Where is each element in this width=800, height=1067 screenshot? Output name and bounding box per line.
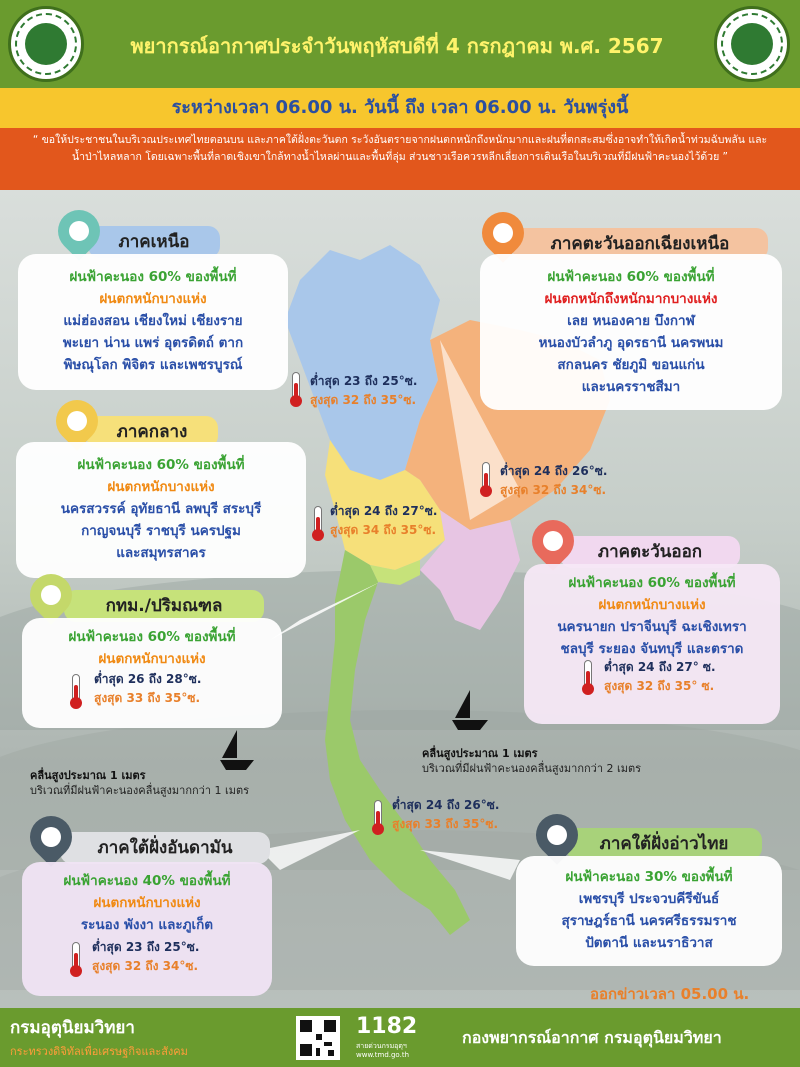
- warning-text: “ ขอให้ประชาชนในบริเวณประเทศไทยตอนบน และภาคใต้ฝั่งตะวันตก ระวังอันตรายจากฝนตกหนักถึงหนักมากและฝนที่ตกสะสมซึ่งอาจทำให้เกิดน้ำท่วมฉับพลัน และน้ำป่าไหลหลาก โดยเฉพาะพื้นที่ลาดเชิงเขาใกล้ทางน้ำไหลผ่านและพื้นที่ลุ่ม ส่วนชาวเรือควรหลีกเลี่ยงการเดินเรือในบริเวณที่มีฝนฟ้าคะนองไว้ด้วย ”: [0, 128, 800, 190]
- card-south-west: [22, 862, 272, 996]
- tab-north: ภาคเหนือ: [88, 226, 220, 258]
- north-rain: ฝนฟ้าคะนอง 60% ของพื้นที่: [69, 269, 237, 285]
- tmd-logo: [714, 6, 790, 82]
- north-prov-3: พิษณุโลก พิจิตร และเพชรบูรณ์: [63, 357, 243, 373]
- northeast-prov-4: และนครราชสีมา: [581, 379, 681, 395]
- central-prov-1: นครสวรรค์ อุทัยธานี ลพบุรี สระบุรี: [60, 501, 262, 517]
- footer-bar: [0, 1008, 800, 1067]
- wave-gulf: คลื่นสูงประมาณ 1 เมตร บริเวณที่มีฝนฟ้าคะนองคลื่นสูงมากกว่า 2 เมตร: [422, 747, 642, 775]
- north-temp: ต่ำสุด 23 ถึง 25°ซ. สูงสุด 32 ถึง 35°ซ.: [310, 374, 418, 407]
- south-east-prov-3: ปัตตานี และนราธิวาส: [585, 935, 713, 951]
- thermometer-icon: [482, 462, 490, 492]
- boat-icon-andaman: [220, 730, 254, 770]
- north-prov-1: แม่ฮ่องสอน เชียงใหม่ เชียงราย: [63, 313, 243, 329]
- map-area: [0, 190, 800, 1008]
- south-west-heavy: ฝนตกหนักบางแห่ง: [93, 895, 201, 911]
- card-bangkok: [22, 618, 282, 728]
- central-temp: ต่ำสุด 24 ถึง 27°ซ. สูงสุด 34 ถึง 35°ซ.: [330, 504, 438, 537]
- central-rain: ฝนฟ้าคะนอง 60% ของพื้นที่: [77, 457, 245, 473]
- tab-northeast: ภาคตะวันออกเฉียงเหนือ: [512, 228, 768, 260]
- tab-south-west: ภาคใต้ฝั่งอันดามัน: [60, 832, 270, 864]
- tab-central: ภาคกลาง: [86, 416, 218, 448]
- south-east-prov-1: เพชรบุรี ประจวบคีรีขันธ์: [578, 891, 720, 907]
- northeast-prov-2: หนองบัวลำภู อุดรธานี นครพนม: [538, 335, 724, 351]
- forecast-period: ระหว่างเวลา 06.00 น. วันนี้ ถึง เวลา 06.00 น. วันพรุ่งนี้: [0, 88, 800, 128]
- south-west-rain: ฝนฟ้าคะนอง 40% ของพื้นที่: [63, 873, 231, 889]
- northeast-prov-1: เลย หนองคาย บึงกาฬ: [567, 313, 695, 329]
- east-temp: ต่ำสุด 24 ถึง 27° ซ. สูงสุด 32 ถึง 35° ซ.: [604, 660, 716, 693]
- bangkok-temp: ต่ำสุด 26 ถึง 28°ซ. สูงสุด 33 ถึง 35°ซ.: [94, 672, 202, 705]
- central-heavy: ฝนตกหนักบางแห่ง: [107, 479, 215, 495]
- north-prov-2: พะเยา น่าน แพร่ อุตรดิตถ์ ตาก: [62, 335, 244, 351]
- hotline-number: 1182: [356, 1014, 418, 1039]
- thermometer-icon: [72, 674, 80, 704]
- northeast-heavy: ฝนตกหนักถึงหนักมากบางแห่ง: [544, 291, 718, 307]
- east-prov-1: นครนายก ปราจีนบุรี ฉะเชิงเทรา: [557, 619, 747, 635]
- wave-andaman: คลื่นสูงประมาณ 1 เมตร บริเวณที่มีฝนฟ้าคะนองคลื่นสูงมากกว่า 1 เมตร: [30, 769, 250, 797]
- thermometer-icon: [72, 942, 80, 972]
- header-bar: [0, 0, 800, 88]
- card-north: [18, 254, 288, 390]
- tab-bangkok: กทม./ปริมณฑล: [64, 590, 264, 622]
- northeast-rain: ฝนฟ้าคะนอง 60% ของพื้นที่: [547, 269, 715, 285]
- hotline-label: สายด่วนกรมอุตุฯ www.tmd.go.th: [356, 1042, 409, 1059]
- northeast-temp: ต่ำสุด 24 ถึง 26°ซ. สูงสุด 32 ถึง 34°ซ.: [500, 464, 608, 497]
- footer-ministry: กระทรวงดิจิทัลเพื่อเศรษฐกิจและสังคม: [10, 1045, 188, 1058]
- thermometer-icon: [584, 660, 592, 690]
- thermometer-icon: [292, 372, 300, 402]
- card-northeast: [480, 254, 782, 410]
- thermometer-icon: [374, 800, 382, 830]
- north-heavy: ฝนตกหนักบางแห่ง: [99, 291, 207, 307]
- tab-south-east: ภาคใต้ฝั่งอ่าวไทย: [566, 828, 762, 860]
- footer-dept: กรมอุตุนิยมวิทยา: [10, 1018, 135, 1038]
- bangkok-heavy: ฝนตกหนักบางแห่ง: [98, 651, 206, 667]
- region-south-shape: [325, 550, 470, 935]
- qr-code[interactable]: [296, 1016, 340, 1060]
- east-rain: ฝนฟ้าคะนอง 60% ของพื้นที่: [568, 575, 736, 591]
- east-heavy: ฝนตกหนักบางแห่ง: [598, 597, 706, 613]
- northeast-prov-3: สกลนคร ชัยภูมิ ขอนแก่น: [557, 357, 705, 373]
- card-south-east: [516, 856, 782, 966]
- page-title: พยากรณ์อากาศประจำวันพฤหัสบดีที่ 4 กรกฎาคม พ.ศ. 2567: [130, 34, 664, 58]
- south-map-temp: ต่ำสุด 24 ถึง 26°ซ. สูงสุด 33 ถึง 35°ซ.: [392, 798, 500, 831]
- ministry-logo: [8, 6, 84, 82]
- issued-time: ออกข่าวเวลา 05.00 น.: [590, 985, 750, 1003]
- footer-division: กองพยากรณ์อากาศ กรมอุตุนิยมวิทยา: [462, 1028, 722, 1047]
- south-east-rain: ฝนฟ้าคะนอง 30% ของพื้นที่: [565, 869, 733, 885]
- south-west-temp: ต่ำสุด 23 ถึง 25°ซ. สูงสุด 32 ถึง 34°ซ.: [92, 940, 200, 973]
- tab-east: ภาคตะวันออก: [560, 536, 740, 568]
- bangkok-rain: ฝนฟ้าคะนอง 60% ของพื้นที่: [68, 629, 236, 645]
- south-east-prov-2: สุราษฎร์ธานี นครศรีธรรมราช: [561, 913, 737, 929]
- east-prov-2: ชลบุรี ระยอง จันทบุรี และตราด: [560, 641, 744, 657]
- card-east: [524, 564, 780, 724]
- south-west-prov-1: ระนอง พังงา และภูเก็ต: [80, 917, 214, 933]
- boat-icon-gulf: [452, 690, 488, 730]
- thermometer-icon: [314, 506, 322, 536]
- central-prov-3: และสมุทรสาคร: [116, 545, 206, 561]
- central-prov-2: กาญจนบุรี ราชบุรี นครปฐม: [81, 523, 241, 539]
- card-central: [16, 442, 306, 578]
